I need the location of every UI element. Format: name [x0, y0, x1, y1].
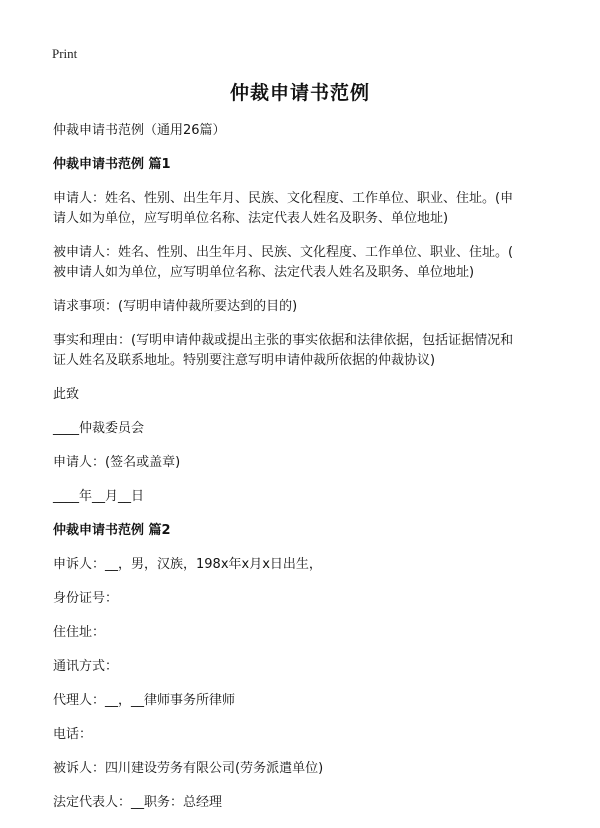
- document-subtitle: 仲裁申请书范例（通用26篇）: [53, 123, 226, 138]
- applicant-paragraph: [53, 189, 548, 229]
- facts-paragraph: [53, 331, 548, 371]
- claims-line: 请求事项：(写明申请仲裁所要达到的目的): [53, 299, 298, 314]
- applicant-line-2: 请人如为单位，应写明单位名称、法定代表人姓名及职务、单位地址): [53, 211, 449, 226]
- respondent-line-1: 被申请人：姓名、性别、出生年月、民族、文化程度、工作单位、职业、住址。(: [53, 245, 514, 260]
- facts-line-2: 证人姓名及联系地址。特别要注意写明申请仲裁所依据的仲裁协议): [53, 353, 436, 368]
- respondent-paragraph: [53, 243, 548, 283]
- salutation-line: 此致: [53, 387, 80, 402]
- document-body: [53, 121, 548, 813]
- section-heading-1: 仲裁申请书范例 篇1: [53, 157, 171, 172]
- print-link[interactable]: Print: [52, 46, 78, 61]
- signature-line: 申请人：(签名或盖章): [53, 455, 181, 470]
- respondent-company-line: 被诉人：四川建设劳务有限公司(劳务派遣单位): [53, 761, 324, 776]
- phone-line: 电话：: [53, 727, 93, 742]
- applicant-line-1: 申请人：姓名、性别、出生年月、民族、文化程度、工作单位、职业、住址。(申: [53, 191, 514, 206]
- legal-rep-line: 法定代表人：__职务：总经理: [53, 795, 223, 810]
- agent-line: 代理人：__，__律师事务所律师: [53, 693, 236, 708]
- date-line: ____年__月__日: [53, 489, 145, 504]
- committee-line: ____仲裁委员会: [53, 421, 145, 436]
- document-title: 仲裁申请书范例: [229, 82, 370, 104]
- respondent-line-2: 被申请人如为单位，应写明单位名称、法定代表人姓名及职务、单位地址): [53, 265, 475, 280]
- id-number-line: 身份证号：: [53, 591, 119, 606]
- address-line: 住住址：: [53, 625, 106, 640]
- complainant-line: 申诉人：__，男，汉族，198x年x月x日出生，: [53, 557, 322, 572]
- facts-line-1: 事实和理由：(写明申请仲裁或提出主张的事实依据和法律依据，包括证据情况和: [53, 333, 514, 348]
- contact-line: 通讯方式：: [53, 659, 119, 674]
- section-heading-2: 仲裁申请书范例 篇2: [53, 523, 171, 538]
